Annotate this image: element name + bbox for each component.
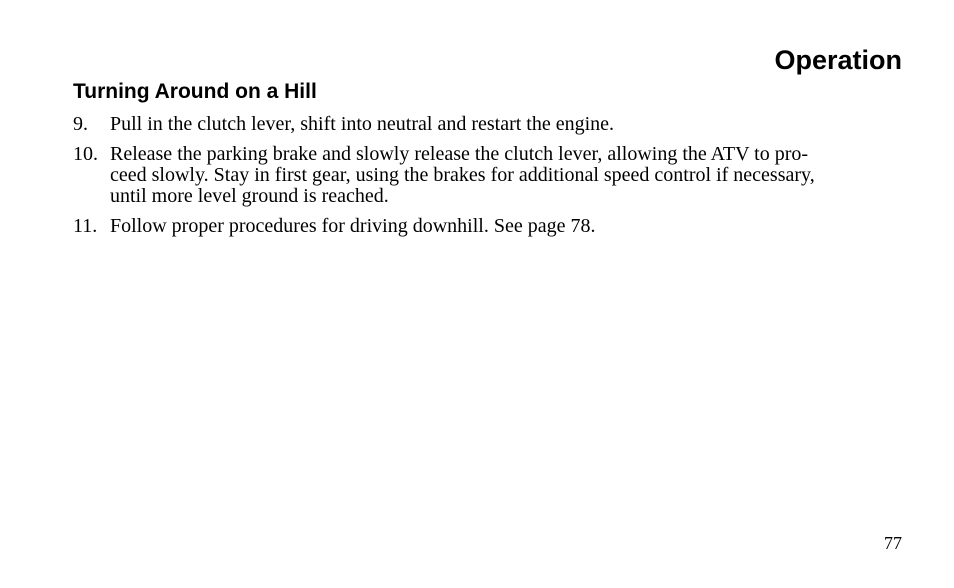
step-text-line: Release the parking brake and slowly release the clutch lever, allowing the ATV to pro- <box>110 143 809 165</box>
step-text: Follow proper procedures for driving downhill. See page 78. <box>110 215 596 237</box>
step-text-line: until more level ground is reached. <box>110 185 389 207</box>
step-text: Pull in the clutch lever, shift into neutral and restart the engine. <box>110 113 615 135</box>
list-item <box>73 216 903 237</box>
step-number: 9. <box>73 113 88 135</box>
page-number: 77 <box>884 533 902 553</box>
step-number: 11. <box>73 215 98 237</box>
step-number: 10. <box>73 143 98 165</box>
list-item <box>73 114 903 135</box>
list-item <box>73 144 903 207</box>
subheading: Turning Around on a Hill <box>73 80 317 103</box>
instruction-list <box>73 114 903 246</box>
step-text-line: ceed slowly. Stay in first gear, using the brakes for additional speed control if necessary, <box>110 164 815 186</box>
section-title: Operation <box>774 45 902 75</box>
